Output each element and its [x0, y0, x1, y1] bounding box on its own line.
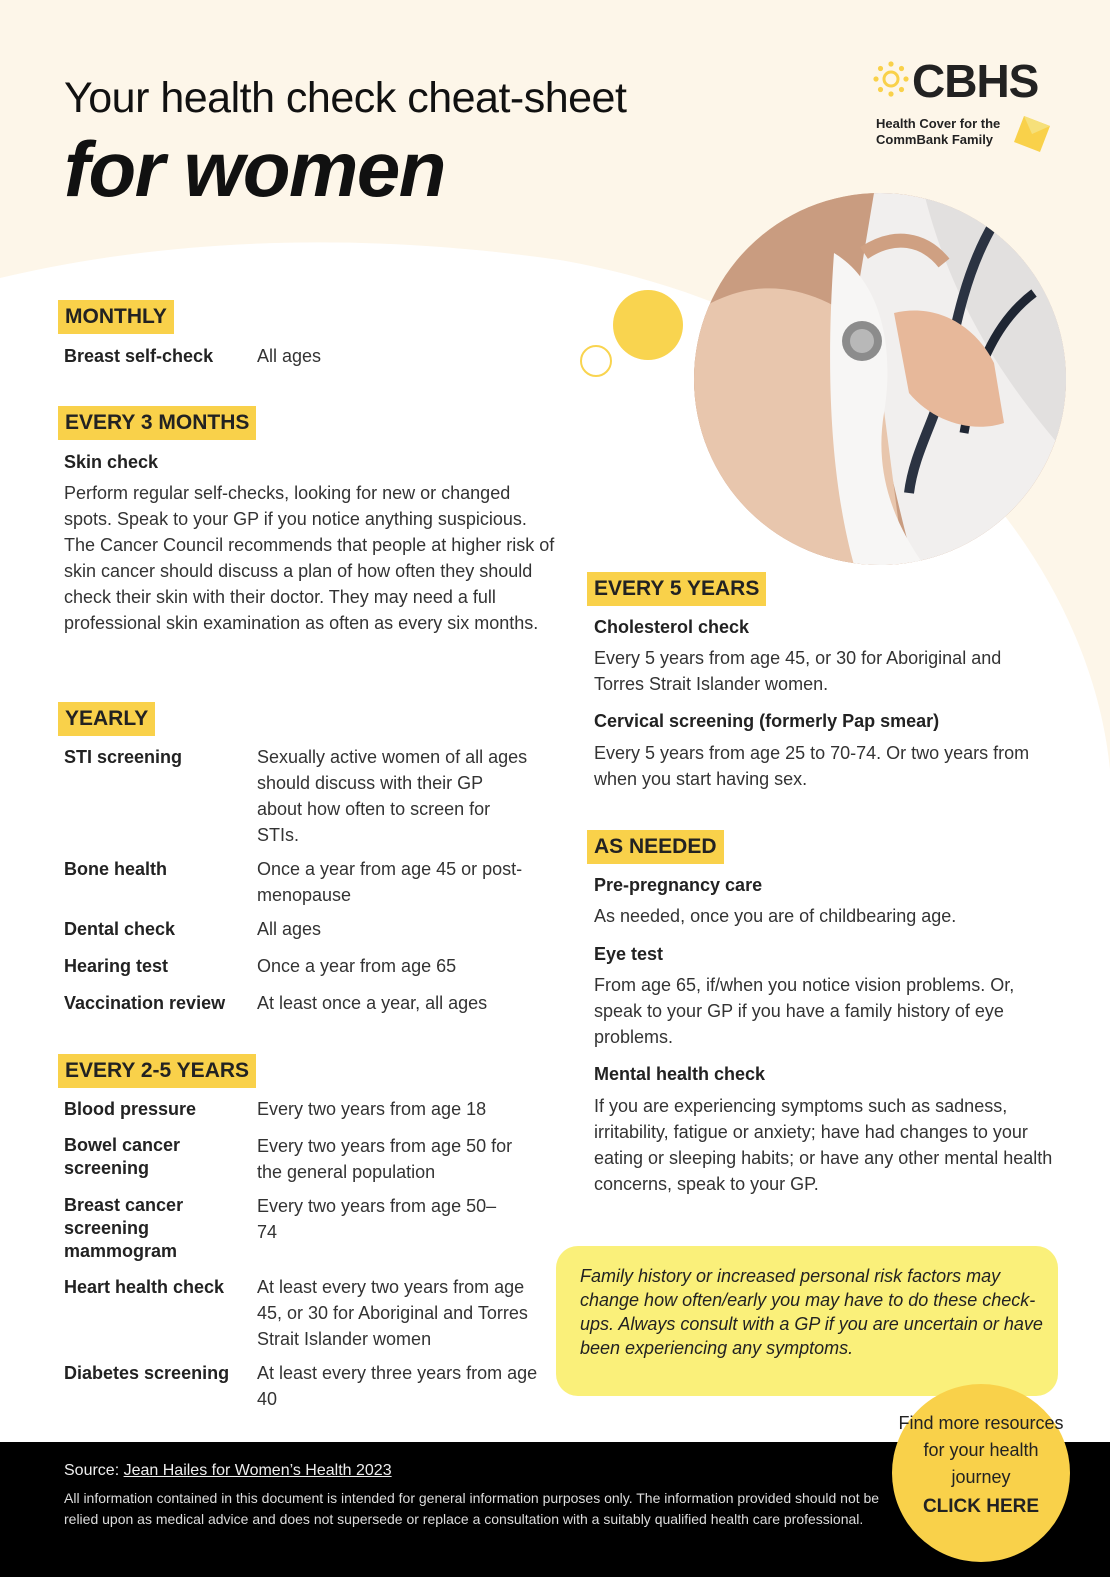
every-2-5-row-label: Heart health check [64, 1277, 225, 1297]
logo-name: CBHS [912, 55, 1039, 107]
page-title-line1: Your health check cheat-sheet [64, 74, 627, 122]
yearly-row-label: STI screening [64, 747, 183, 767]
cervical-screening-title [594, 710, 939, 733]
section-every-5-years-heading: EVERY 5 YEARS [587, 572, 766, 606]
footer-source-label: Source: [64, 1462, 124, 1479]
cervical-screening-title-suffix: (formerly Pap smear) [759, 711, 940, 731]
yearly-row-label: Hearing test [64, 956, 169, 976]
every-2-5-row-value: At least every two years from age 45, or 30 for Aboriginal and Torres Strait Islander women [257, 1277, 528, 1349]
cholesterol-check-title: Cholesterol check [594, 617, 750, 637]
risk-factor-note-text: Family history or increased personal risk factors may change how often/early you may have to do these check-ups. Always consult with a GP if you are uncertain or have been experiencing any symptoms. [580, 1266, 1043, 1358]
mental-health-title: Mental health check [594, 1064, 766, 1084]
mental-health-text: If you are experiencing symptoms such as sadness, irritability, fatigue or anxiety; have had changes to your eating or sleeping habits; or have any other mental health concerns, speak to your GP. [594, 1096, 1053, 1194]
yearly-row-label: Bone health [64, 859, 168, 879]
cholesterol-check-text: Every 5 years from age 45, or 30 for Aboriginal and Torres Strait Islander women. [594, 648, 1002, 694]
every-2-5-row-value: Every two years from age 18 [257, 1099, 487, 1119]
footer-disclaimer: All information contained in this document is intended for general information purposes only. The information provided should not be relied upon as medical advice and does not supersede or replace a consultation with a suitably qualified health care professional. [64, 1490, 880, 1527]
every-2-5-row-value: Every two years from age 50–74 [257, 1196, 497, 1242]
cervical-screening-title-main: Cervical screening [594, 711, 755, 731]
every-2-5-row-label: Diabetes screening [64, 1363, 230, 1383]
yearly-row-value: At least once a year, all ages [257, 993, 488, 1013]
section-every-3-months-heading: EVERY 3 MONTHS [58, 406, 256, 440]
yearly-row-label: Vaccination review [64, 993, 226, 1013]
every-2-5-row-label: Blood pressure [64, 1099, 197, 1119]
pre-pregnancy-title: Pre-pregnancy care [594, 875, 763, 895]
pre-pregnancy-text: As needed, once you are of childbearing age. [594, 906, 957, 926]
sun-icon [872, 60, 910, 98]
yearly-row-value: Once a year from age 45 or post-menopause [257, 859, 523, 905]
every-2-5-row-label: Breast cancer screening mammogram [64, 1195, 184, 1261]
footer-source-link[interactable]: Jean Hailes for Women’s Health 2023 [123, 1462, 392, 1479]
yearly-row-value: Once a year from age 65 [257, 956, 457, 976]
eye-test-title: Eye test [594, 944, 664, 964]
click-here-button[interactable]: CLICK HERE [922, 1496, 1040, 1517]
click-here-cta[interactable] [892, 1384, 1070, 1562]
skin-check-title: Skin check [64, 452, 159, 472]
page-title-line2: for women [64, 125, 445, 213]
every-2-5-row-value: At least every three years from age 40 [257, 1363, 538, 1409]
cervical-screening-text: Every 5 years from age 25 to 70-74. Or two years from when you start having sex. [594, 743, 1030, 789]
skin-check-text: Perform regular self-checks, looking for new or changed spots. Speak to your GP if you notice anything suspicious. The Cancer Council recommends that people at higher risk of skin cancer should discuss a plan of how often they should check their skin with their doctor. They may need a full professional skin examination as often as every six months. [64, 483, 555, 633]
eye-test-text: From age 65, if/when you notice vision problems. Or, speak to your GP if you have a family history of eye problems. [594, 975, 1015, 1047]
footer-source [64, 1462, 392, 1480]
logo-tagline: Health Cover for the CommBank Family [876, 116, 1001, 147]
monthly-row-value: All ages [257, 346, 322, 366]
monthly-row-label: Breast self-check [64, 346, 214, 366]
section-yearly-heading: YEARLY [58, 702, 155, 736]
section-monthly-heading: MONTHLY [58, 300, 174, 334]
cta-text: Find more resources for your health journey [898, 1413, 1064, 1487]
yearly-row-value: Sexually active women of all ages should discuss with their GP about how often to screen for STIs. [257, 747, 528, 845]
every-2-5-row-value: Every two years from age 50 for the general population [257, 1136, 513, 1182]
commbank-diamond-icon [1010, 112, 1054, 156]
section-as-needed-heading: AS NEEDED [587, 830, 724, 864]
yearly-row-value: All ages [257, 919, 322, 939]
every-2-5-row-label: Bowel cancer screening [64, 1135, 181, 1178]
section-every-2-5-years-heading: EVERY 2-5 YEARS [58, 1054, 256, 1088]
doctor-stethoscope-photo [694, 193, 1066, 565]
yearly-row-label: Dental check [64, 919, 176, 939]
